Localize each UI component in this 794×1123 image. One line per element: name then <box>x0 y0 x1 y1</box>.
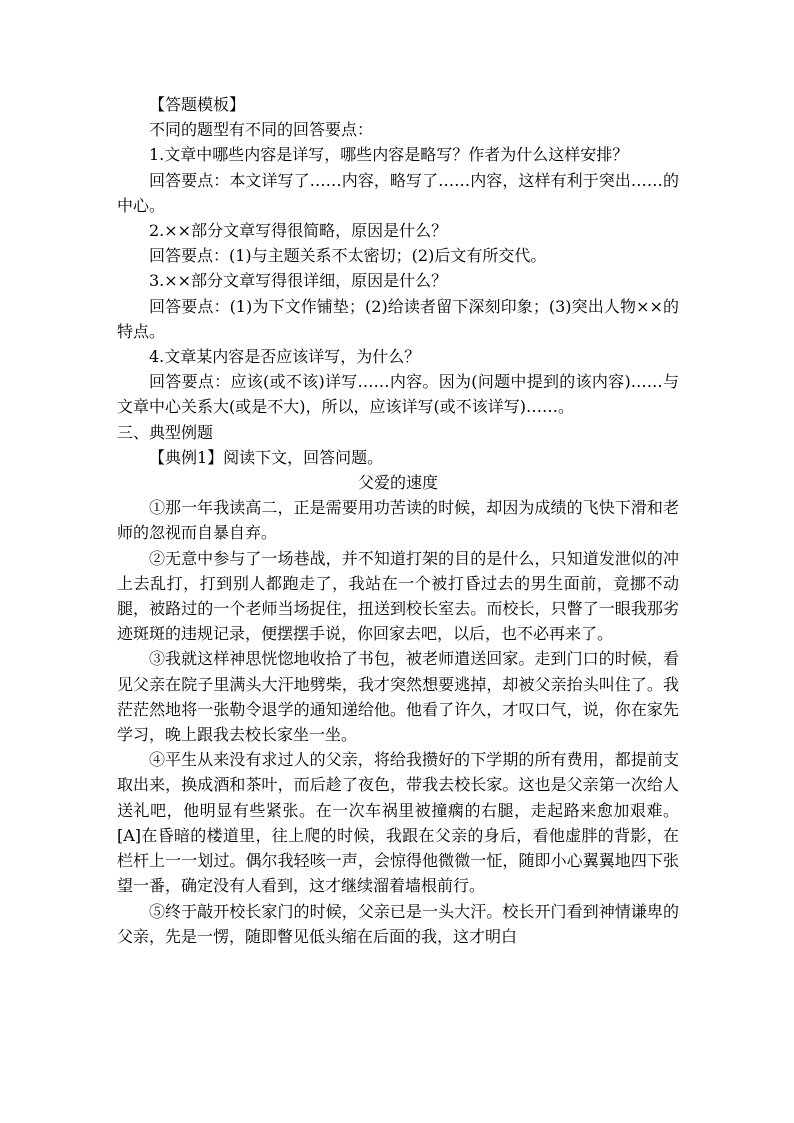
section-heading-answer-template: 【答题模板】 <box>149 95 246 114</box>
answer-point: 回答要点：应该(或不该)详写……内容。因为(问题中提到的该内容)……与文章中心关系大(或是不大)，所以，应该详写(或不该详写)……。 <box>117 372 679 417</box>
section-heading-examples: 三、典型例题 <box>117 422 214 442</box>
answer-point: 回答要点：(1)与主题关系不太密切；(2)后文有所交代。 <box>149 246 547 266</box>
question-item: 4.文章某内容是否应该详写，为什么？ <box>149 347 421 367</box>
article-paragraph: ①那一年我读高二，正是需要用功苦读的时候，却因为成绩的飞快下滑和老师的忽视而自暴自弃。 <box>117 498 679 543</box>
example-intro: 【典例1】阅读下文，回答问题。 <box>149 447 384 467</box>
question-item: 2.××部分文章写得很简略，原因是什么？ <box>149 221 448 241</box>
document-body <box>117 92 679 949</box>
question-item: 3.××部分文章写得很详细，原因是什么？ <box>149 271 448 291</box>
answer-point: 回答要点：(1)为下文作铺垫；(2)给读者留下深刻印象；(3)突出人物××的特点。 <box>117 296 679 341</box>
answer-point: 回答要点：本文详写了……内容，略写了……内容，这样有利于突出……的中心。 <box>117 170 679 215</box>
article-paragraph: ②无意中参与了一场巷战，并不知道打架的目的是什么，只知道发泄似的冲上去乱打，打到别人都跑走了，我站在一个被打昏过去的男生面前，竟挪不动腿，被路过的一个老师当场捉住，扭送到校长室去。而校长，只瞥了一眼我那劣迹斑斑的违规记录，便摆摆手说，你回家去吧，以后，也不必再来了。 <box>117 548 679 644</box>
article-paragraph: ④平生从来没有求过人的父亲，将给我攒好的下学期的所有费用，都提前支取出来，换成酒和茶叶，而后趁了夜色，带我去校长家。这也是父亲第一次给人送礼吧，他明显有些紧张。在一次车祸里被撞瘸的右腿，走起路来愈加艰难。[A]在昏暗的楼道里，往上爬的时候，我跟在父亲的身后，看他虚胖的背影，在栏杆上一一划过。偶尔我轻咳一声，会惊得他微微一怔，随即小心翼翼地四下张望一番，确定没有人看到，这才继续溜着墙根前行。 <box>117 750 679 896</box>
article-paragraph: ⑤终于敲开校长家门的时候，父亲已是一头大汗。校长开门看到神情谦卑的父亲，先是一愣，随即瞥见低头缩在后面的我，这才明白 <box>117 901 679 946</box>
article-title: 父爱的速度 <box>357 473 438 493</box>
article-paragraph: ③我就这样神思恍惚地收拾了书包，被老师遣送回家。走到门口的时候，看见父亲在院子里满头大汗地劈柴，我才突然想要逃掉，却被父亲抬头叫住了。我茫茫然地将一张勒令退学的通知递给他。他看了许久，才叹口气，说，你在家先学习，晚上跟我去校长家坐一坐。 <box>117 649 679 745</box>
question-item: 1.文章中哪些内容是详写，哪些内容是略写？作者为什么这样安排？ <box>149 145 629 165</box>
paragraph: 不同的题型有不同的回答要点： <box>149 120 374 140</box>
